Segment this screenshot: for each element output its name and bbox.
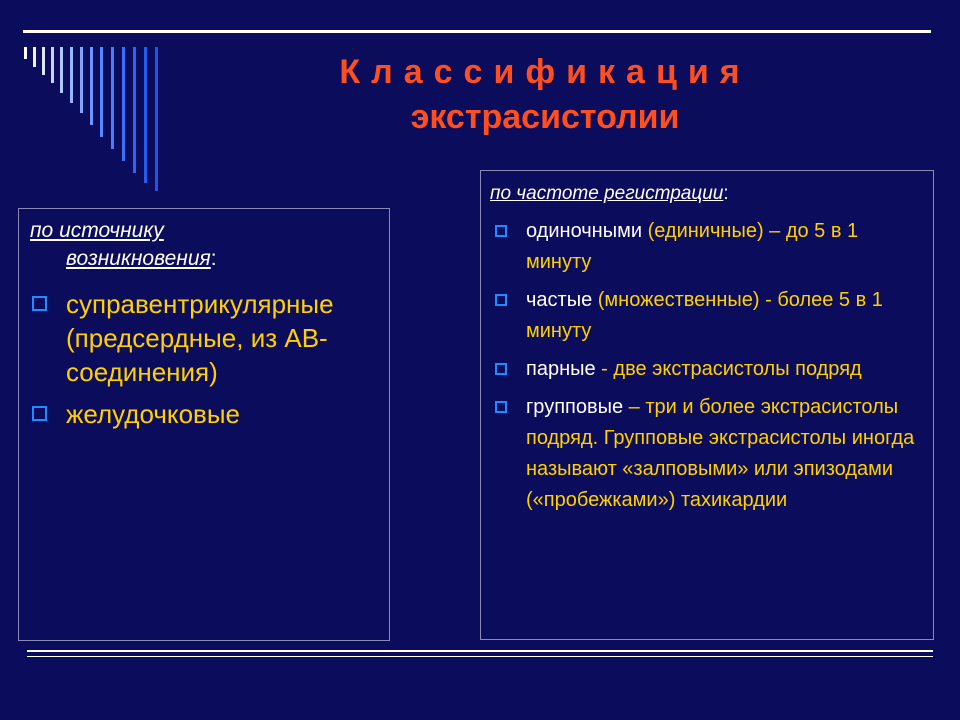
title-line-2: экстрасистолии [410,98,680,136]
right-heading-colon: : [723,183,729,204]
list-item-text: - две экстрасистолы подряд [595,358,862,380]
square-bullet-icon [495,225,507,237]
list-item-term: групповые [526,396,624,418]
square-bullet-icon [495,363,507,375]
list-item [30,287,385,389]
list-item [493,285,923,347]
list-item-term: одиночными [526,220,643,242]
left-heading [30,217,370,273]
list-item [493,392,923,516]
decorative-stripes [24,47,164,197]
list-item-text: желудочковые [66,399,240,429]
bottom-divider-thin [27,656,933,657]
square-bullet-icon [495,294,507,306]
left-heading-line-1: по источнику [30,219,164,242]
list-item-text: суправентрикулярные (предсердные, из АВ-соединения) [66,289,334,387]
square-bullet-icon [495,401,507,413]
list-item-term: частые [526,289,593,311]
right-list [493,216,923,523]
list-item-text: – три и более экстрасистолы подряд. Групповые экстрасистолы иногда называют «залповыми» или эпизодами («пробежками») тахикардии [526,396,915,511]
top-divider [23,30,931,33]
list-item [493,354,923,385]
left-heading-colon: : [210,247,217,270]
left-heading-line-2: возникновения [66,247,211,270]
list-item-text: (множественные) - более 5 в 1 минуту [526,289,883,342]
bottom-divider [27,650,933,652]
list-item [493,216,923,278]
right-heading-text: по частоте регистрации [490,183,724,204]
list-item [30,397,385,431]
square-bullet-icon [32,406,47,421]
square-bullet-icon [32,296,47,311]
title-line-1: Классификация [339,53,751,91]
right-heading [490,181,729,207]
list-item-text: (единичные) – до 5 в 1 минуту [526,220,859,273]
left-list [30,287,385,439]
list-item-term: парные [526,358,596,380]
slide-title [220,50,870,140]
